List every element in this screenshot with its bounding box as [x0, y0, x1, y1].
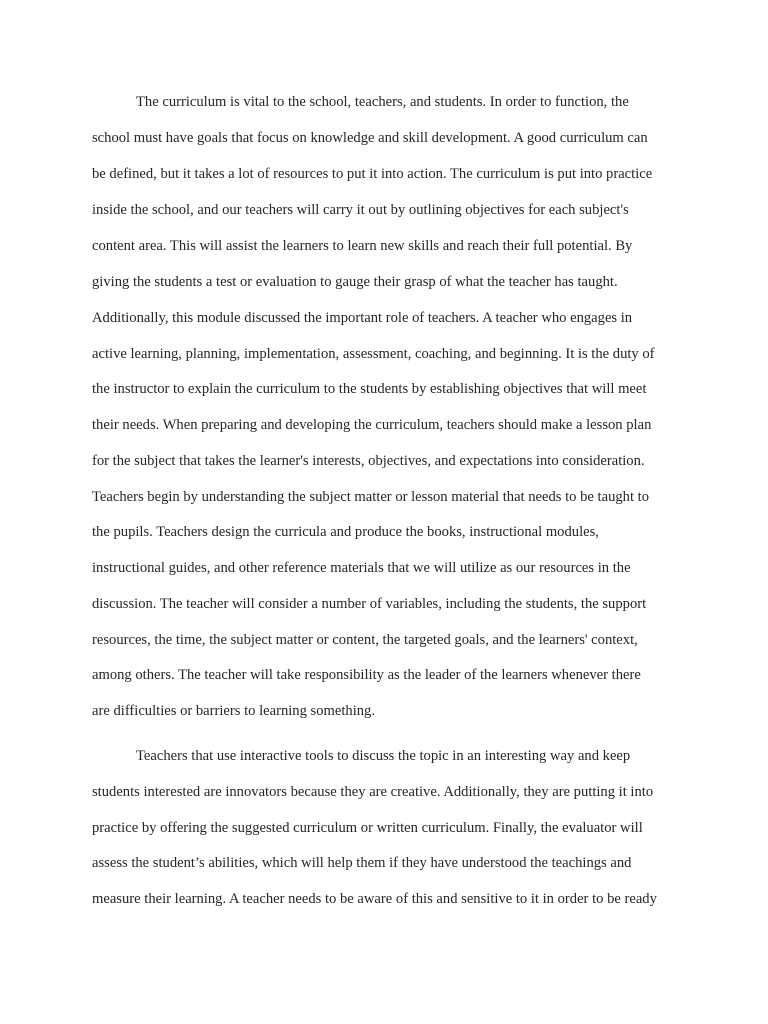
text-line: are difficulties or barriers to learning something.	[92, 703, 376, 719]
text-line: inside the school, and our teachers will carry it out by outlining objectives for each subject's	[92, 202, 629, 218]
text-line: school must have goals that focus on knowledge and skill development. A good curriculum can	[92, 130, 648, 146]
text-line: practice by offering the suggested curriculum or written curriculum. Finally, the evaluator will	[92, 820, 643, 836]
text-line: content area. This will assist the learners to learn new skills and reach their full potential. By	[92, 238, 633, 254]
text-line: Teachers begin by understanding the subject matter or lesson material that needs to be taught to	[92, 489, 650, 505]
text-line: discussion. The teacher will consider a number of variables, including the students, the support	[92, 596, 647, 612]
text-line: be defined, but it takes a lot of resources to put it into action. The curriculum is put into practice	[92, 166, 653, 182]
text-line: students interested are innovators because they are creative. Additionally, they are putting it into	[92, 784, 654, 800]
text-line: for the subject that takes the learner's interests, objectives, and expectations into consideration.	[92, 453, 645, 469]
text-line: Additionally, this module discussed the important role of teachers. A teacher who engages in	[92, 310, 633, 326]
text-line: resources, the time, the subject matter or content, the targeted goals, and the learners' context,	[92, 632, 638, 648]
text-line: giving the students a test or evaluation to gauge their grasp of what the teacher has taught.	[92, 274, 618, 290]
text-line: Teachers that use interactive tools to discuss the topic in an interesting way and keep	[136, 748, 631, 764]
text-line: the pupils. Teachers design the curricula and produce the books, instructional modules,	[92, 524, 599, 540]
text-line: active learning, planning, implementation, assessment, coaching, and beginning. It is the duty of	[92, 346, 655, 362]
text-line: assess the student’s abilities, which will help them if they have understood the teachings and	[92, 855, 632, 871]
text-line: The curriculum is vital to the school, teachers, and students. In order to function, the	[136, 94, 629, 110]
text-line: among others. The teacher will take responsibility as the leader of the learners whenever there	[92, 667, 641, 683]
text-line: measure their learning. A teacher needs to be aware of this and sensitive to it in order to be ready	[92, 891, 657, 907]
text-line: instructional guides, and other reference materials that we will utilize as our resources in the	[92, 560, 631, 576]
text-line: their needs. When preparing and developing the curriculum, teachers should make a lesson plan	[92, 417, 652, 433]
text-line: the instructor to explain the curriculum to the students by establishing objectives that will meet	[92, 381, 647, 397]
